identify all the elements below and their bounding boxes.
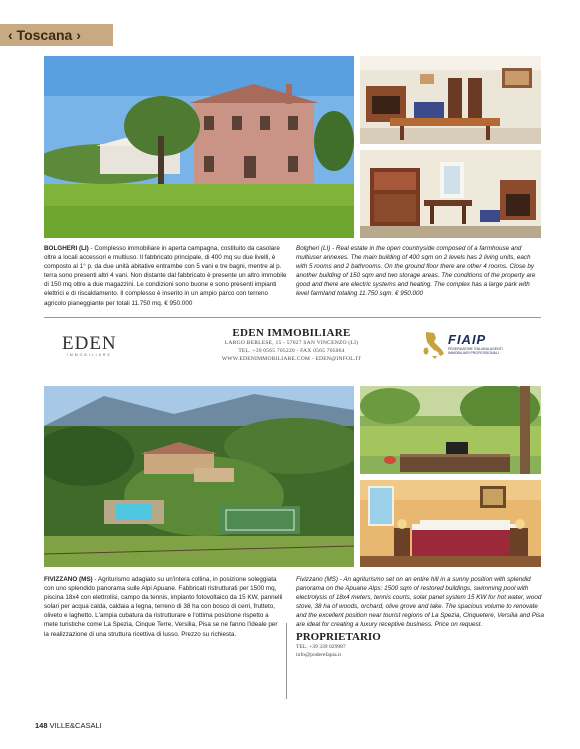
- photo-bedroom: [360, 480, 541, 567]
- fiaip-sub: FEDERAZIONE ITALIANA AGENTI IMMOBILIARI PROFESSIONALI: [448, 347, 503, 356]
- eden-logo-sub: IMMOBILIARE: [66, 353, 112, 357]
- fiaip-text: FIAIP: [448, 332, 487, 347]
- agency-web: WWW.EDENIMMOBILIARE.COM - EDEN@INFOL.IT: [221, 356, 362, 362]
- listing2-title-it: FIVIZZANO (MS): [44, 576, 93, 583]
- agency-name: EDEN IMMOBILIARE: [232, 327, 351, 339]
- listing1-text-it: - Complesso immobiliare in aperta campagna, costituito da casolare oltre a locali accessori e multiuso. Il fabbricato principale, di 400 mq su due livelli, è composto al 1° p. da due unità abitative entrambe con 5 vani e tre bagni, mentre al p. terra sono presenti altri 4 vani. Non distante dal fabbricato è presente un altro immobile di 150 mq oltre a due magazzini. Le condizioni sono buone e sono presenti impianti elettrici e di riscaldamento. Il complesso è inserito in un ampio parco con terreno agricolo pianeggiante per totali 11.750 mq. € 950.000: [44, 245, 287, 307]
- owner-block: [286, 623, 546, 699]
- listing1-description-it: [44, 244, 288, 308]
- photo-agriturismo-aerial: [44, 386, 354, 567]
- listing1-title-it: BOLGHERI (LI): [44, 245, 89, 252]
- owner-title: PROPRIETARIO: [296, 631, 381, 643]
- listing2-description-en: Fivizzano (MS) - An agriturismo set on an entire hill in a sunny position with splendid panorama on the Apuane Alps: 1500 sqm of restored buildings, swimming pool with electrolysis of 18x4 meters, tennis courts, solar panel system 15 KW for hot water, wood stove, 38 ha of woods, orchard, olive grove and lake. The spacious volume to renovate and the excellent position near tourist regions of La Spezia, Cinquetere, Versilia and Pisa are ideal for creating a luxury receptive business. Price on request.: [296, 576, 544, 629]
- owner-phone: TEL. +39 339 029987: [296, 644, 346, 650]
- photo-dining-room: [360, 56, 541, 144]
- agency-phone: TEL. +39 0565 705220 - FAX 0565 705064: [238, 348, 345, 354]
- photo-living-room: [360, 150, 541, 238]
- listing1-description-en: Bolgheri (LI) - Real estate in the open countryside composed of a farmhouse and multiuser annexes. The main building of 400 sqm on 2 levels has 2 living units, each with 5 rooms and 2 bathrooms. On the ground floor there are other 4 rooms. Close by another building of 150 sqm and two storage areas. The conditions of the property are good and there are electric systems and heating. The complex has a large park with level farmland totaling 11.750 sqm. € 950.000: [296, 245, 536, 298]
- fiaip-logo: [420, 330, 503, 362]
- italy-map-icon: [420, 330, 446, 360]
- photo-farmhouse-exterior: [44, 56, 354, 238]
- photo-garden-terrace: [360, 386, 541, 474]
- page-folio: [35, 721, 102, 730]
- agency-block: [44, 317, 541, 377]
- eden-logo: [62, 333, 117, 357]
- agency-address: LARGO BERLESE, 15 - 57027 SAN VINCENZO (LI): [224, 340, 359, 346]
- region-tab: ‹ Toscana ›: [0, 24, 113, 46]
- listing2-description-it: [44, 575, 284, 639]
- agency-info: [199, 327, 384, 363]
- page-number: 148: [35, 721, 48, 730]
- listing2-text-it: - Agriturismo adagiato su un'intera collina, in posizione soleggiata con uno splendido panorama sulle Alpi Apuane. Fabbricati ristrutturati per 1500 mq, piscina 18x4 con elettrolisi, campo da tennis, impianto fotovoltaico da 15 KW, pannelli solari per acqua calda, caldaia a legna, terreno di 38 ha con bosco di cerri, frutteto, oliveto e laghetto. L'ampia cubatura da ristrutturare e l'ottima posizione rispetto a mete turistiche come La Spezia, Cinque Terre, Versilia, Pisa se ne fanno l'ideale per la realizzazione di una struttura ricettiva di lusso. Prezzo su richiesta.: [44, 576, 283, 638]
- section-divider: [44, 317, 541, 318]
- owner-email: info@poderefapia.it: [296, 652, 342, 658]
- eden-logo-text: EDEN: [62, 333, 117, 354]
- magazine-name: VILLE&CASALI: [49, 721, 102, 730]
